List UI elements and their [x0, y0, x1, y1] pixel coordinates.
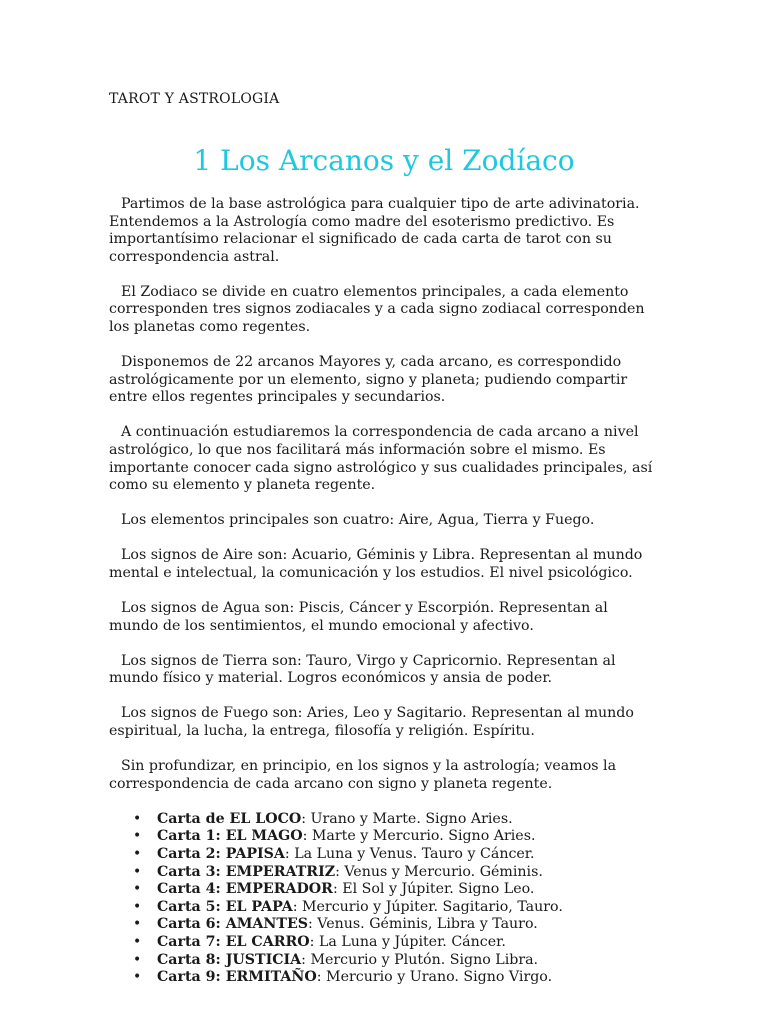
card-label: Carta 9: ERMITAÑO [157, 969, 317, 986]
paragraph: Disponemos de 22 arcanos Mayores y, cada arcano, es correspondido astrológicamente por un elemento, signo y planeta; pudiendo compartir entre ellos regentes principales y secundarios. [109, 354, 628, 406]
bullet-icon: • [133, 898, 142, 915]
card-separator: : [309, 934, 315, 950]
bullet-icon: • [133, 916, 142, 933]
card-separator: : [292, 898, 298, 915]
paragraph: Partimos de la base astrológica para cualquier tipo de arte adivinatoria. Entendemos a la Astrología como madre del esoterismo predictivo. Es importantísimo relacionar el significado de cada carta de tarot con su correspondencia astral. [109, 196, 640, 265]
card-description: Mercurio y Plutón. Signo Libra. [305, 951, 539, 968]
document-header-label: TAROT Y ASTROLOGIA [109, 91, 280, 107]
paragraph: El Zodiaco se divide en cuatro elementos principales, a cada elemento corresponden tres signos zodiacales y a cada signo zodiacal corresponden los planetas como regentes. [109, 283, 645, 336]
bullet-icon: • [133, 951, 142, 968]
paragraph: A continuación estudiaremos la correspondencia de cada arcano a nivel astrológico, lo que nos facilitará más información sobre el mismo. Es importante conocer cada signo astrológico y sus cualidades principales, así como su elemento y planeta regente. [109, 424, 653, 494]
card-label: Carta 3: EMPERATRIZ [157, 863, 336, 880]
bullet-icon: • [133, 934, 142, 950]
list-item [133, 810, 654, 829]
card-description: Venus. Géminis, Libra y Tauro. [312, 916, 538, 933]
card-label: Carta 8: JUSTICIA [157, 951, 302, 968]
card-separator: : [284, 846, 290, 863]
paragraph: Los signos de Fuego son: Aries, Leo y Sagitario. Representan al mundo espiritual, la lucha, la entrega, filosofía y religión. Espíritu. [109, 705, 634, 740]
card-description: Mercurio y Urano. Signo Virgo. [321, 969, 553, 986]
card-label: Carta 7: EL CARRO [157, 934, 310, 950]
paragraph: Los signos de Aire son: Acuario, Géminis y Libra. Representan al mundo mental e intelectual, la comunicación y los estudios. El nivel psicológico. [109, 547, 643, 581]
card-description: Marte y Mercurio. Signo Aries. [307, 828, 536, 845]
card-label: Carta 6: AMANTES [157, 916, 308, 933]
card-description: La Luna y Júpiter. Cáncer. [314, 934, 506, 950]
list-item [133, 951, 654, 970]
list-item [133, 969, 654, 987]
card-description: El Sol y Júpiter. Signo Leo. [337, 881, 535, 898]
card-label: Carta de EL LOCO [157, 810, 302, 827]
list-item [133, 881, 654, 899]
card-separator: : [332, 881, 338, 898]
document-body [109, 196, 654, 987]
list-item [133, 863, 654, 882]
paragraph: Los signos de Agua son: Piscis, Cáncer y Escorpión. Representan al mundo de los sentimientos, el mundo emocional y afectivo. [109, 600, 608, 634]
bullet-icon: • [133, 810, 142, 827]
bullet-icon: • [133, 828, 142, 845]
list-item [133, 898, 654, 917]
card-separator: : [308, 916, 313, 933]
card-description: Venus y Mercurio. Géminis. [339, 863, 543, 880]
bullet-icon: • [133, 846, 142, 863]
chapter-title: 1 Los Arcanos y el Zodíaco [193, 144, 575, 177]
card-label: Carta 5: EL PAPA [157, 898, 293, 915]
list-item [133, 916, 654, 934]
card-description: Urano y Marte. Signo Aries. [306, 810, 513, 827]
card-separator: : [335, 863, 340, 880]
card-description: La Luna y Venus. Tauro y Cáncer. [289, 846, 535, 863]
card-label: Carta 4: EMPERADOR [157, 881, 333, 898]
card-separator: : [301, 951, 306, 968]
paragraph: Los elementos principales son cuatro: Aire, Agua, Tierra y Fuego. [121, 512, 595, 529]
list-item [133, 846, 654, 864]
card-separator: : [302, 828, 308, 845]
list-item [133, 934, 654, 952]
bullet-icon: • [133, 863, 142, 880]
card-label: Carta 1: EL MAGO [157, 828, 303, 845]
bullet-icon: • [133, 881, 142, 898]
card-separator: : [316, 969, 322, 986]
card-separator: : [301, 810, 307, 827]
card-description: Mercurio y Júpiter. Sagitario, Tauro. [297, 898, 563, 915]
paragraph: Sin profundizar, en principio, en los signos y la astrología; veamos la correspondencia de cada arcano con signo y planeta regente. [109, 758, 617, 792]
card-list [109, 811, 654, 987]
bullet-icon: • [133, 969, 142, 986]
list-item [133, 828, 654, 846]
card-label: Carta 2: PAPISA [157, 846, 285, 863]
paragraph: Los signos de Tierra son: Tauro, Virgo y Capricornio. Representan al mundo físico y material. Logros económicos y ansia de poder. [109, 652, 616, 687]
